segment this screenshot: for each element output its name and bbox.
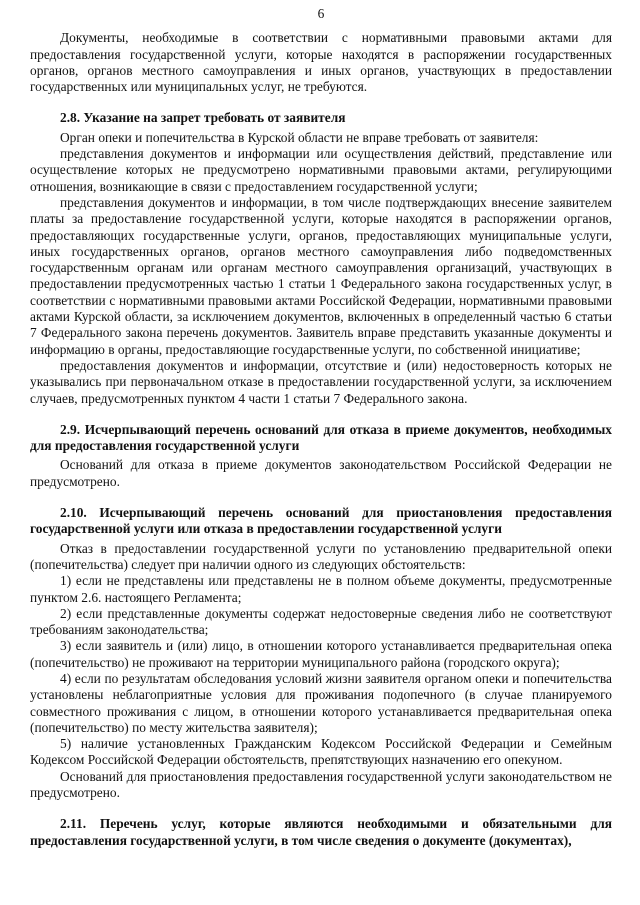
section-2-11-heading: 2.11. Перечень услуг, которые являются необходимыми и обязательными для предоставления государственной услуги, в том числе сведения о документе (документах), <box>30 816 612 848</box>
paragraph: Оснований для отказа в приеме документов законодательством Российской Федерации не предусмотрено. <box>30 457 612 489</box>
list-item: 4) если по результатам обследования условий жизни заявителя органом опеки и попечительства установлены неблагоприятные условия для проживания подопечного (в случае планируемого совместного проживания с лицом, в отношении которого устанавливается предварительная опека (попечительство) по месту жительства заявителя); <box>30 670 612 735</box>
paragraph: представления документов и информации или осуществления действий, представление или осуществление которых не предусмотрено нормативными правовыми актами, регулирующими отношения, возникающие в связи с предоставлением государственной услуги; <box>30 146 612 194</box>
intro-paragraph: Документы, необходимые в соответствии с нормативными правовыми актами для предоставления государственной услуги, которые находятся в распоряжении государственных органов, органов местного самоуправления и иных органов, участвующих в предоставлении государственных или муниципальных услуг, не требуются. <box>30 30 612 95</box>
paragraph: Оснований для приостановления предоставления государственной услуги законодательством не предусмотрено. <box>30 768 612 801</box>
section-2-9 <box>30 422 612 490</box>
list-item: 2) если представленные документы содержат недостоверные сведения либо не соответствуют требованиям законодательства; <box>30 605 612 638</box>
list-item: 3) если заявитель и (или) лицо, в отношении которого устанавливается предварительная опека (попечительство) не проживают на территории муниципального района (городского округа); <box>30 638 612 670</box>
paragraph: предоставления документов и информации, отсутствие и (или) недостоверность которых не указывались при первоначальном отказе в предоставлении государственной услуги, за исключением случаев, предусмотренных пунктом 4 части 1 статьи 7 Федерального закона. <box>30 357 612 406</box>
page-number: 6 <box>317 6 325 21</box>
list-item: 5) наличие установленных Гражданским Кодексом Российской Федерации и Семейным Кодексом Российской Федерации обстоятельств, препятствующих назначению его опекуном. <box>30 736 612 768</box>
section-2-11 <box>30 816 612 849</box>
section-2-8 <box>30 110 612 406</box>
section-2-10-heading: 2.10. Исчерпывающий перечень оснований для приостановления предоставления государственной услуги или отказа в предоставлении государственной услуги <box>30 505 612 537</box>
paragraph: Отказ в предоставлении государственной услуги по установлению предварительной опеки (попечительства) следует при наличии одного из следующих обстоятельств: <box>30 540 612 572</box>
paragraph: Орган опеки и попечительства в Курской области не вправе требовать от заявителя: <box>60 129 539 145</box>
list-item: 1) если не представлены или представлены не в полном объеме документы, предусмотренные пунктом 2.6. настоящего Регламента; <box>30 573 612 605</box>
paragraph: представления документов и информации, в том числе подтверждающих внесение заявителем платы за предоставление государственной услуги, которые находятся в распоряжении органов, предоставляющих государственные услуги, органов, предоставляющих муниципальные услуги, иных государственных органов, органов местного самоуправления либо подведомственных государственным органам или органам местного самоуправления организаций, участвующих в предоставлении предусмотренных частью 1 статьи 1 Федерального закона государственных услуг, в соответствии с нормативными правовыми актами Российской Федерации, нормативными правовыми актами Курской области, за исключением документов, включенных в определенный частью 6 статьи 7 Федерального закона перечень документов. Заявитель вправе представить указанные документы и информацию в органы, предоставляющие государственные услуги, по собственной инициативе; <box>30 194 612 357</box>
section-2-8-heading: 2.8. Указание на запрет требовать от заявителя <box>60 110 346 126</box>
section-2-10 <box>30 505 612 801</box>
section-2-9-heading: 2.9. Исчерпывающий перечень оснований для отказа в приеме документов, необходимых для предоставления государственной услуги <box>30 421 612 454</box>
